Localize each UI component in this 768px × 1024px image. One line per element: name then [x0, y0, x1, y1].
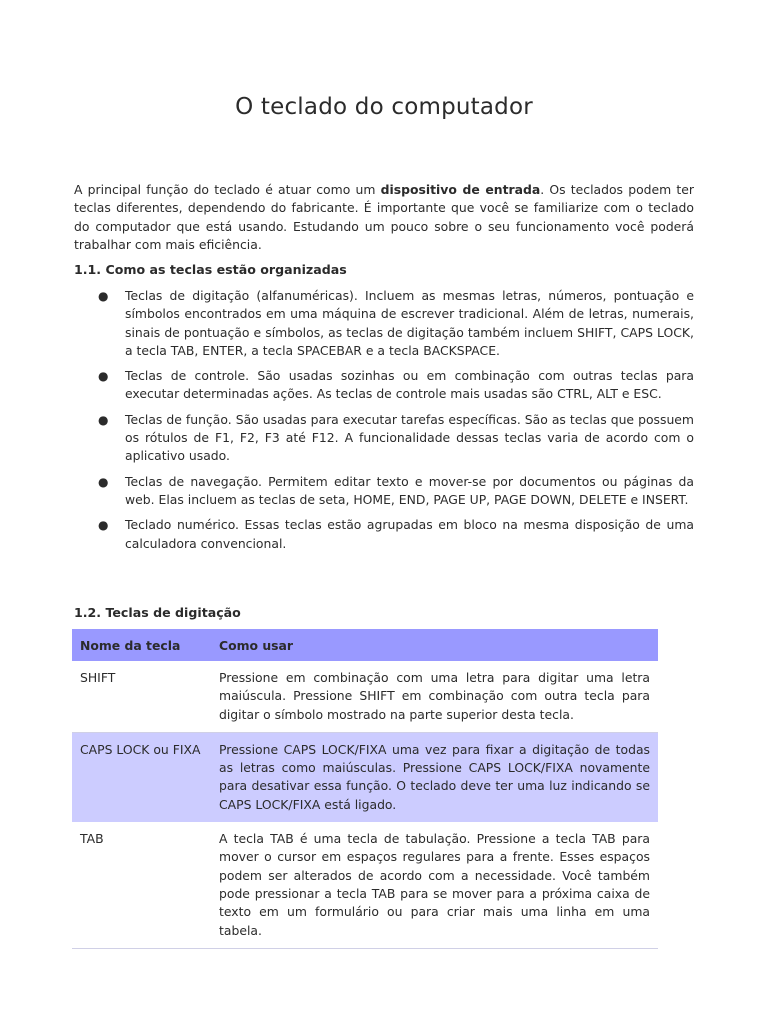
key-name-cell: SHIFT: [72, 661, 211, 732]
intro-paragraph: [74, 181, 694, 254]
list-item: [74, 287, 694, 360]
table-row: [72, 732, 658, 822]
section-heading-typing-keys: 1.2. Teclas de digitação: [74, 605, 241, 620]
column-header-usage: Como usar: [211, 629, 658, 661]
usage-cell: A tecla TAB é uma tecla de tabulação. Pressione a tecla TAB para mover o cursor em espaços regulares para a frente. Esses espaços podem ser alterados de acordo com a necessidade. Você também pode pressionar a tecla TAB para se mover para a próxima caixa de texto em um formulário ou para criar mais uma linha em uma tabela.: [211, 822, 658, 948]
list-item: [74, 473, 694, 510]
bullet-dot-icon: ●: [98, 412, 109, 427]
list-item: [74, 516, 694, 553]
usage-cell: Pressione em combinação com uma letra para digitar uma letra maiúscula. Pressione SHIFT em combinação com outra tecla para digitar o símbolo mostrado na parte superior desta tecla.: [211, 661, 658, 732]
intro-text-end: . Os teclados podem ter teclas diferentes, dependendo do fabricante. É importante que você se familiarize com o teclado do computador que está usando. Estudando um pouco sobre o seu funcionamento você poderá trabalhar com mais eficiência.: [74, 182, 694, 252]
list-item-text: Teclado numérico. Essas teclas estão agrupadas em bloco na mesma disposição de uma calculadora convencional.: [125, 517, 694, 551]
table-header-row: [72, 629, 658, 661]
list-item-text: Teclas de função. São usadas para executar tarefas específicas. São as teclas que possuem os rótulos de F1, F2, F3 até F12. A funcionalidade dessas teclas varia de acordo com o aplicativo usado.: [125, 411, 694, 464]
section-heading-organization: 1.1. Como as teclas estão organizadas: [74, 262, 347, 277]
table-row: [72, 661, 658, 732]
bullet-dot-icon: ●: [98, 474, 109, 489]
list-item-text: Teclas de navegação. Permitem editar texto e mover-se por documentos ou páginas da web. Elas incluem as teclas de seta, HOME, END, PAGE UP, PAGE DOWN, DELETE e INSERT.: [125, 473, 694, 507]
bullet-dot-icon: ●: [98, 289, 109, 303]
intro-text-start: A principal função do teclado é atuar como um: [74, 182, 381, 197]
list-item-text: Teclas de digitação (alfanuméricas). Incluem as mesmas letras, números, pontuação e símbolos encontrados em uma máquina de escrever tradicional. Além de letras, numerais, sinais de pontuação e símbolos, as teclas de digitação também incluem SHIFT, CAPS LOCK, a tecla TAB, ENTER, a tecla SPACEBAR e a tecla BACKSPACE.: [125, 288, 694, 358]
key-name-cell: CAPS LOCK ou FIXA: [72, 732, 211, 822]
bullet-dot-icon: ●: [98, 518, 109, 533]
page-title: O teclado do computador: [235, 94, 533, 120]
usage-cell: Pressione CAPS LOCK/FIXA uma vez para fixar a digitação de todas as letras como maiúsculas. Pressione CAPS LOCK/FIXA novamente para desativar essa função. O teclado deve ter uma luz indicando se CAPS LOCK/FIXA está ligado.: [211, 732, 658, 822]
bullet-dot-icon: ●: [98, 369, 109, 384]
list-item: [74, 367, 694, 404]
list-item-text: Teclas de controle. São usadas sozinhas ou em combinação com outras teclas para executar determinadas ações. As teclas de controle mais usadas são CTRL, ALT e ESC.: [125, 368, 694, 402]
table-row: [72, 822, 658, 948]
list-item: [74, 411, 694, 466]
intro-bold-term: dispositivo de entrada: [380, 182, 541, 197]
bullet-list: [74, 287, 694, 560]
column-header-key-name: Nome da tecla: [72, 629, 211, 661]
typing-keys-table: [72, 629, 658, 949]
key-name-cell: TAB: [72, 822, 211, 948]
